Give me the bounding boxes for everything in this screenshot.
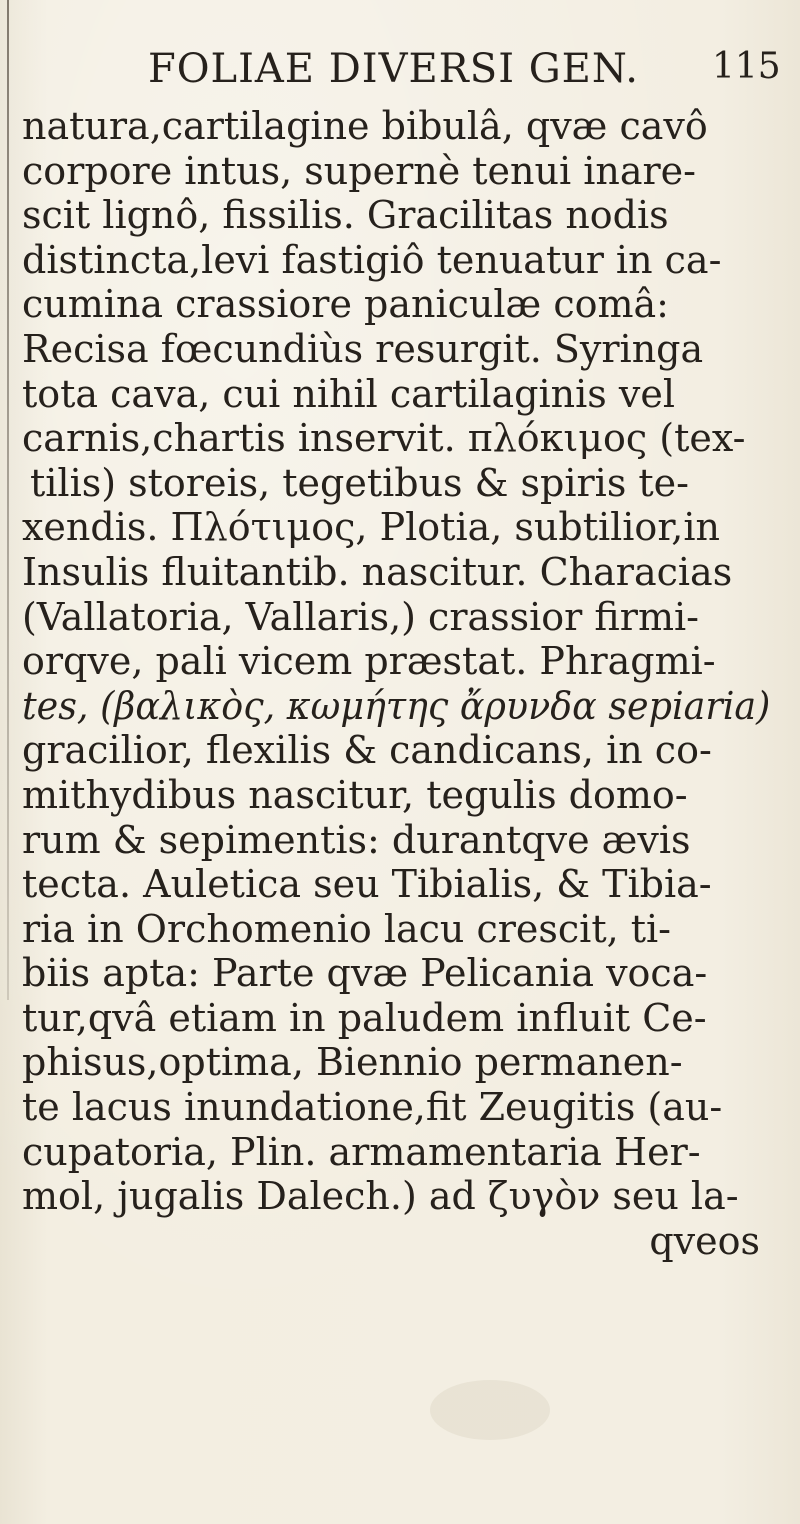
text-line: tes, (βαλικὸς, κωμήτης ἄρυνδα sepiaria) xyxy=(22,683,771,728)
text-line: tecta. Auletica seu Tibialis, & Tibia- xyxy=(22,862,712,907)
text-line: te lacus inundatione,fit Zeugitis (au- xyxy=(22,1085,723,1130)
text-line: (Vallatoria, Vallaris,) crassior firmi- xyxy=(22,594,699,639)
text-line: rum & sepimentis: durantqve ævis xyxy=(22,817,691,862)
paper-stain xyxy=(430,1380,550,1440)
text-line: biis apta: Parte qvæ Pelicania voca- xyxy=(22,951,708,996)
text-line: ria in Orchomenio lacu crescit, ti- xyxy=(22,906,672,951)
text-line: natura,cartilagine bibulâ, qvæ cavô xyxy=(22,104,708,148)
text-line: xendis. Πλότιμος, Plotia, subtilior,in xyxy=(22,505,721,550)
binding-edge xyxy=(7,0,9,1000)
catchword: qveos xyxy=(649,1218,760,1263)
page-number: 115 xyxy=(712,46,781,87)
text-line: mol, jugalis Dalech.) ad ζυγὸν seu la- xyxy=(22,1174,739,1219)
text-line: Recisa fœcundiùs resurgit. Syringa xyxy=(22,326,704,371)
text-line: cupatoria, Plin. armamentaria Her- xyxy=(22,1129,701,1174)
text-line: Insulis fluitantib. nascitur. Characias xyxy=(22,549,733,594)
page-header xyxy=(0,40,800,100)
text-line: cumina crassiore paniculæ comâ: xyxy=(22,282,669,327)
text-line: phisus,optima, Biennio permanen- xyxy=(22,1040,683,1085)
text-line: tilis) storeis, tegetibus & spiris te- xyxy=(30,460,690,505)
text-line: orqve, pali vicem præstat. Phragmi- xyxy=(22,639,716,684)
text-line: scit lignô, fissilis. Gracilitas nodis xyxy=(22,193,669,238)
text-line: corpore intus, supernè tenui inare- xyxy=(22,148,696,193)
text-line: gracilior, flexilis & candicans, in co- xyxy=(22,728,712,773)
text-line: mithydibus nascitur, tegulis domo- xyxy=(22,772,688,817)
text-line: distincta,levi fastigiô tenuatur in ca- xyxy=(22,237,722,282)
text-line: tur,qvâ etiam in paludem influit Ce- xyxy=(22,995,707,1040)
text-line: carnis,chartis inservit. πλόκιμος (tex- xyxy=(22,416,746,461)
running-head: FOLIAE DIVERSI GEN. xyxy=(148,46,640,92)
text-line: tota cava, cui nihil cartilaginis vel xyxy=(22,371,675,416)
body-text xyxy=(22,104,792,1263)
